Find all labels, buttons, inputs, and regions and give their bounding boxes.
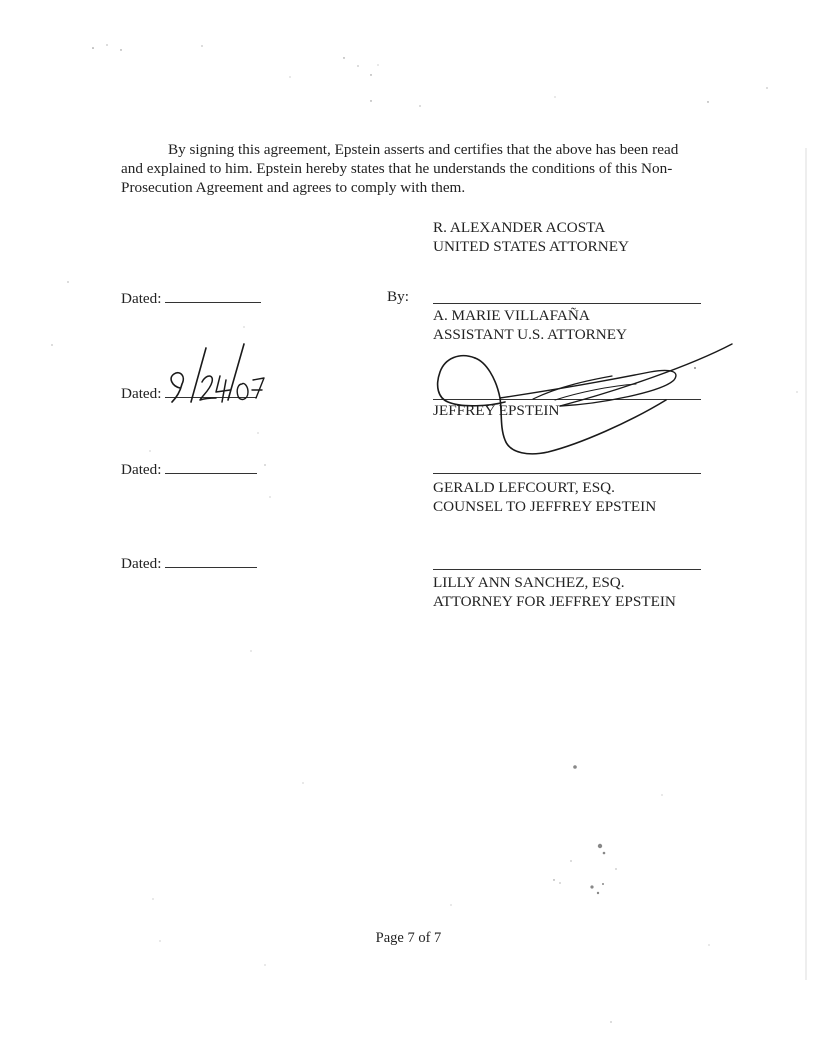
signer-title: COUNSEL TO JEFFREY EPSTEIN <box>433 498 657 515</box>
dated-label: Dated: <box>121 385 162 402</box>
signature-block-epstein <box>433 401 559 420</box>
signer-name: JEFFREY EPSTEIN <box>433 402 560 419</box>
signature-line-4 <box>433 569 701 570</box>
signer-title: ASSISTANT U.S. ATTORNEY <box>433 326 628 343</box>
dated-line-4 <box>121 553 257 573</box>
signature-block-lefcourt <box>433 478 656 516</box>
signatory-block <box>433 218 629 256</box>
dated-blank <box>165 553 257 568</box>
dated-line-2 <box>121 383 257 403</box>
paragraph-line-2: and explained to him. Epstein hereby states that he understands the conditions of this Non- <box>121 160 673 177</box>
signature-line-2 <box>433 399 701 400</box>
dated-blank <box>165 288 261 303</box>
signer-name: LILLY ANN SANCHEZ, ESQ. <box>433 574 625 591</box>
paragraph-line-1: By signing this agreement, Epstein asserts and certifies that the above has been read <box>168 141 679 158</box>
signature-line-3 <box>433 473 701 474</box>
signer-title: ATTORNEY FOR JEFFREY EPSTEIN <box>433 593 676 610</box>
dated-label: Dated: <box>121 290 162 307</box>
dated-label: Dated: <box>121 461 162 478</box>
dated-blank <box>165 383 257 398</box>
signer-name: GERALD LEFCOURT, ESQ. <box>433 479 615 496</box>
dated-label: Dated: <box>121 555 162 572</box>
dated-line-3 <box>121 459 257 479</box>
signatory-title: UNITED STATES ATTORNEY <box>433 238 629 255</box>
dated-line-1 <box>121 288 261 308</box>
signature-line-1 <box>433 303 701 304</box>
signer-name: A. MARIE VILLAFAÑA <box>433 307 590 324</box>
signature-block-villafana <box>433 306 627 344</box>
signatory-name: R. ALEXANDER ACOSTA <box>433 219 606 236</box>
dated-blank <box>165 459 257 474</box>
paragraph-line-3: Prosecution Agreement and agrees to comply with them. <box>121 179 466 196</box>
signature-block-sanchez <box>433 573 676 611</box>
by-label: By: <box>387 288 409 305</box>
page-number: Page 7 of 7 <box>375 930 442 946</box>
agreement-paragraph <box>121 140 721 197</box>
